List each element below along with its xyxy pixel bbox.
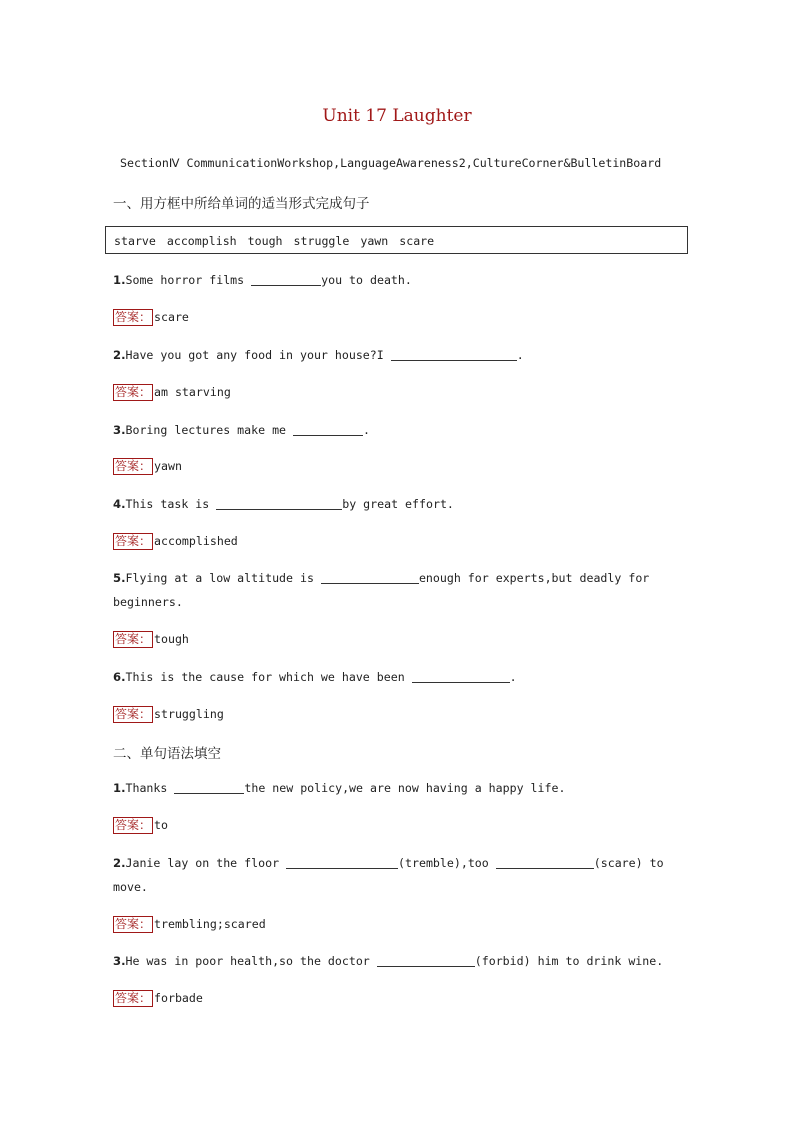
- answer-text: to: [154, 818, 168, 832]
- s2-question-2: [113, 851, 664, 899]
- question-number: 3.: [113, 423, 126, 437]
- question-text: Have you got any food in your house?I: [125, 348, 391, 362]
- question-text-continued: beginners.: [113, 595, 183, 609]
- answer-label: 答案：: [115, 459, 152, 473]
- question-text: .: [509, 670, 517, 684]
- question-text: Boring lectures make me: [125, 423, 294, 437]
- question-number: 1.: [113, 781, 126, 795]
- question-text: you to death.: [321, 273, 412, 287]
- s1-question-4: [113, 492, 454, 516]
- s1-question-2: [113, 343, 524, 367]
- question-text: .: [363, 423, 370, 437]
- answer-text: tough: [154, 632, 189, 646]
- word-box: [105, 226, 688, 254]
- s1-question-5: [113, 566, 649, 614]
- question-text: Thanks: [125, 781, 175, 795]
- question-text: enough for experts,but deadly for: [418, 571, 650, 585]
- answer-blank: [321, 571, 419, 584]
- s2-question-3: [113, 949, 663, 973]
- answer-label: 答案：: [115, 385, 152, 399]
- question-text: He was in poor health,so the doctor: [125, 954, 377, 968]
- answer-blank: [286, 856, 398, 869]
- question-number: 6.: [113, 670, 126, 684]
- answer-text: yawn: [154, 459, 182, 473]
- question-text-continued: move.: [113, 880, 148, 894]
- answer-blank: [293, 423, 363, 436]
- s1-answer-6: [113, 706, 224, 723]
- section2-heading: 二、单句语法填空: [113, 746, 221, 762]
- s2-answer-1: [113, 817, 168, 834]
- s1-question-6: [113, 665, 517, 689]
- answer-label: 答案：: [115, 991, 152, 1005]
- question-number: 3.: [113, 954, 126, 968]
- answer-blank: [216, 497, 342, 510]
- question-text: (tremble),too: [398, 856, 496, 870]
- answer-text: trembling;scared: [154, 917, 266, 931]
- s1-answer-5: [113, 631, 189, 648]
- section-subtitle: SectionⅣ CommunicationWorkshop,LanguageAwareness2,CultureCorner&BulletinBoard: [120, 156, 662, 170]
- question-text: by great effort.: [342, 497, 454, 511]
- question-text: (scare) to: [593, 856, 664, 870]
- question-text: the new policy,we are now having a happy life.: [244, 781, 566, 795]
- question-text: (forbid) him to drink wine.: [474, 954, 664, 968]
- question-number: 2.: [113, 856, 126, 870]
- answer-blank: [377, 954, 475, 967]
- question-text: .: [516, 348, 524, 362]
- answer-label: 答案：: [115, 917, 152, 931]
- page-title: Unit 17 Laughter: [322, 106, 472, 126]
- question-number: 1.: [113, 273, 126, 287]
- s1-question-3: [113, 418, 370, 442]
- answer-text: am starving: [154, 385, 231, 399]
- question-text: This is the cause for which we have been: [125, 670, 412, 684]
- question-text: This task is: [125, 497, 217, 511]
- answer-text: scare: [154, 310, 189, 324]
- answer-blank: [496, 856, 594, 869]
- answer-label: 答案：: [115, 707, 152, 721]
- answer-text: struggling: [154, 707, 224, 721]
- answer-label: 答案：: [115, 818, 152, 832]
- question-number: 4.: [113, 497, 126, 511]
- section1-heading: 一、用方框中所给单词的适当形式完成句子: [113, 196, 370, 212]
- s2-question-1: [113, 776, 565, 800]
- answer-blank: [174, 781, 244, 794]
- s2-answer-3: [113, 990, 203, 1007]
- answer-blank: [251, 273, 321, 286]
- question-text: Flying at a low altitude is: [125, 571, 321, 585]
- question-number: 2.: [113, 348, 126, 362]
- question-text: Janie lay on the floor: [125, 856, 287, 870]
- s1-answer-2: [113, 384, 231, 401]
- answer-blank: [391, 348, 517, 361]
- answer-label: 答案：: [115, 632, 152, 646]
- s1-answer-3: [113, 458, 182, 475]
- answer-label: 答案：: [115, 310, 152, 324]
- s1-answer-4: [113, 533, 238, 550]
- answer-text: accomplished: [154, 534, 238, 548]
- s2-answer-2: [113, 916, 266, 933]
- s1-question-1: [113, 268, 412, 292]
- s1-answer-1: [113, 309, 189, 326]
- answer-label: 答案：: [115, 534, 152, 548]
- answer-blank: [412, 670, 510, 683]
- word-box-words: starve accomplish tough struggle yawn scare: [114, 234, 435, 248]
- answer-text: forbade: [154, 991, 203, 1005]
- question-text: Some horror films: [125, 273, 252, 287]
- question-number: 5.: [113, 571, 126, 585]
